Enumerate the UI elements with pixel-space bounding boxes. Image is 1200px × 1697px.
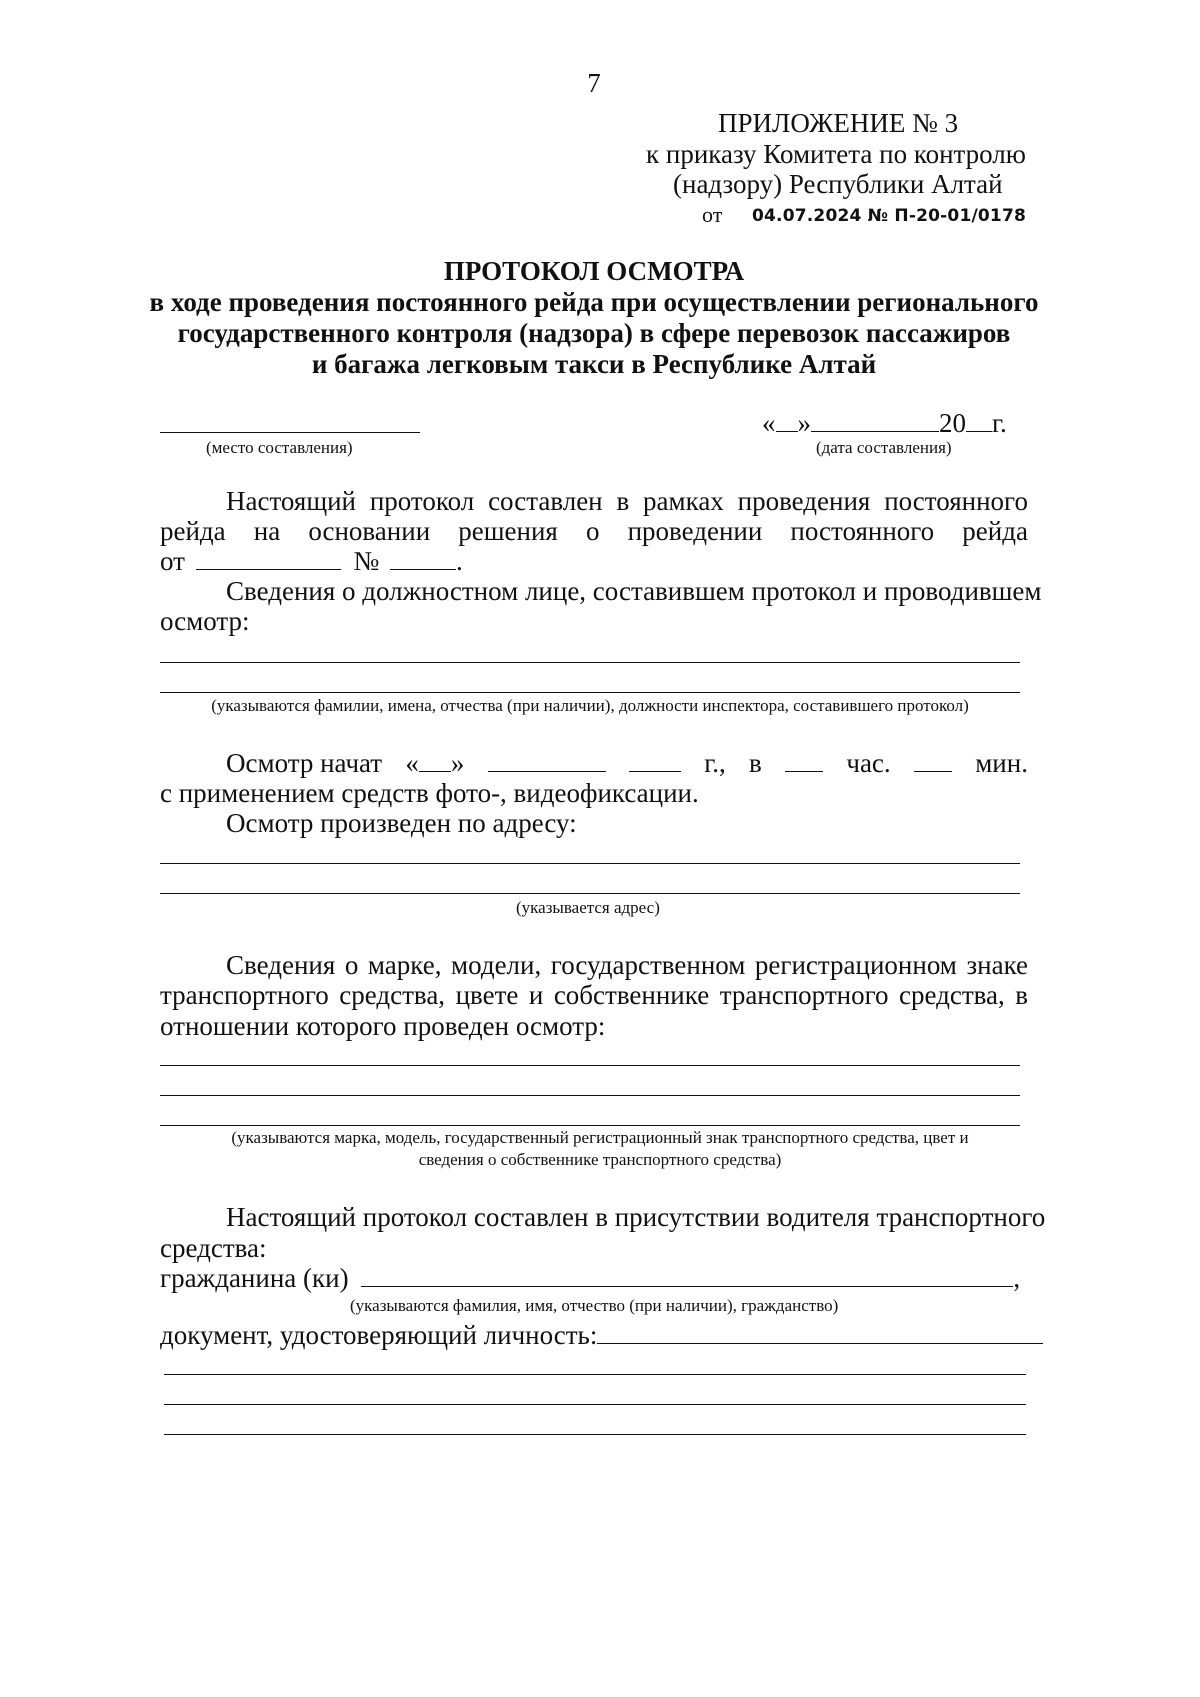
date-field[interactable] xyxy=(762,408,1007,438)
decision-from-label: от xyxy=(160,546,185,576)
appendix-line-1: к приказу Комитета по контролю xyxy=(646,139,1026,169)
inspection-day-blank[interactable] xyxy=(419,749,451,772)
citizen-caption: (указываются фамилия, имя, отчество (при наличии), гражданство) xyxy=(350,1296,839,1315)
address-field-line-2[interactable] xyxy=(160,893,1020,894)
date-month-blank[interactable] xyxy=(811,409,939,432)
id-field-line-1[interactable] xyxy=(164,1374,1026,1375)
official-caption: (указываются фамилии, имена, отчества (при наличии), должности инспектора, составившего протокол) xyxy=(211,696,969,715)
inspection-start-line: Осмотр начат « » г., в час. мин. xyxy=(226,748,1028,778)
decision-date-blank[interactable] xyxy=(196,547,341,570)
para1-line-2: рейда на основании решения о проведении постоянного рейда xyxy=(160,516,1028,546)
decision-number-sign: № xyxy=(353,546,380,576)
id-field-line-3[interactable] xyxy=(164,1434,1026,1435)
inspection-hour-label: час. xyxy=(846,748,891,778)
id-document-line xyxy=(160,1320,1043,1350)
inspection-year-blank[interactable] xyxy=(629,749,681,772)
citizen-line: гражданина (ки) , xyxy=(160,1263,1021,1293)
inspection-minute-blank[interactable] xyxy=(914,749,952,772)
date-year-suffix: г. xyxy=(992,408,1007,438)
id-document-blank[interactable] xyxy=(597,1321,1043,1344)
vehicle-info-line-1: Сведения о марке, модели, государственном регистрационном знаке xyxy=(226,950,1028,980)
inspection-started-label: Осмотр начат xyxy=(226,748,383,778)
official-field-line-1[interactable] xyxy=(160,662,1020,663)
date-year-prefix: 20 xyxy=(939,408,966,438)
place-caption: (место составления) xyxy=(206,438,353,457)
document-subtitle-1: в ходе проведения постоянного рейда при осуществлении регионального xyxy=(149,287,1039,317)
vehicle-caption-2: сведения о собственнике транспортного средства) xyxy=(418,1150,782,1169)
inspection-at-label: в xyxy=(749,748,762,778)
date-open-quote: « xyxy=(762,408,776,438)
vehicle-info-line-2: транспортного средства, цвете и собственнике транспортного средства, в xyxy=(160,980,1028,1010)
inspection-minute-label: мин. xyxy=(975,748,1028,778)
appendix-line-2: (надзору) Республики Алтай xyxy=(673,169,1003,199)
inspection-year-label: г., xyxy=(704,748,726,778)
inspection-photo-line: с применением средств фото-, видеофиксации. xyxy=(160,778,699,808)
date-year-blank[interactable] xyxy=(966,409,992,432)
vehicle-field-line-3[interactable] xyxy=(160,1125,1020,1126)
date-caption: (дата составления) xyxy=(816,438,952,457)
para1-line-3: от № . xyxy=(160,546,463,576)
para1-line-1: Настоящий протокол составлен в рамках проведения постоянного xyxy=(226,486,1028,516)
official-field-line-2[interactable] xyxy=(160,692,1020,693)
official-info-line-1: Сведения о должностном лице, составившем протокол и проводившем xyxy=(226,576,1042,606)
vehicle-field-line-1[interactable] xyxy=(160,1065,1020,1066)
appendix-title: ПРИЛОЖЕНИЕ № 3 xyxy=(718,108,959,138)
official-info-line-2: осмотр: xyxy=(160,606,250,636)
id-field-line-2[interactable] xyxy=(164,1404,1026,1405)
date-close-quote: » xyxy=(797,408,811,438)
vehicle-caption-1: (указываются марка, модель, государственный регистрационный знак транспортного средства, цвет и xyxy=(231,1128,969,1147)
inspection-hour-blank[interactable] xyxy=(785,749,823,772)
appendix-date-number: 04.07.2024 № П-20-01/0178 xyxy=(752,206,1027,226)
appendix-from-label: от xyxy=(702,202,723,227)
place-field-line[interactable] xyxy=(160,432,420,433)
address-caption: (указывается адрес) xyxy=(516,898,660,917)
id-document-label: документ, удостоверяющий личность: xyxy=(160,1320,598,1350)
address-field-line-1[interactable] xyxy=(160,863,1020,864)
inspection-address-label: Осмотр произведен по адресу: xyxy=(226,808,577,838)
vehicle-info-line-3: отношении которого проведен осмотр: xyxy=(160,1011,606,1041)
document-subtitle-2: государственного контроля (надзора) в сфере перевозок пассажиров xyxy=(177,318,1011,348)
vehicle-field-line-2[interactable] xyxy=(160,1095,1020,1096)
date-day-blank[interactable] xyxy=(776,409,798,432)
inspection-month-blank[interactable] xyxy=(488,749,606,772)
document-subtitle-3: и багажа легковым такси в Республике Алтай xyxy=(311,349,877,379)
citizen-field-blank[interactable] xyxy=(361,1264,1013,1287)
page-number: 7 xyxy=(587,68,601,98)
driver-line-2: средства: xyxy=(160,1233,267,1263)
document-title: ПРОТОКОЛ ОСМОТРА xyxy=(443,256,745,286)
decision-number-blank[interactable] xyxy=(390,547,456,570)
citizen-label: гражданина (ки) xyxy=(160,1263,349,1293)
driver-line-1: Настоящий протокол составлен в присутствии водителя транспортного xyxy=(226,1202,1046,1232)
